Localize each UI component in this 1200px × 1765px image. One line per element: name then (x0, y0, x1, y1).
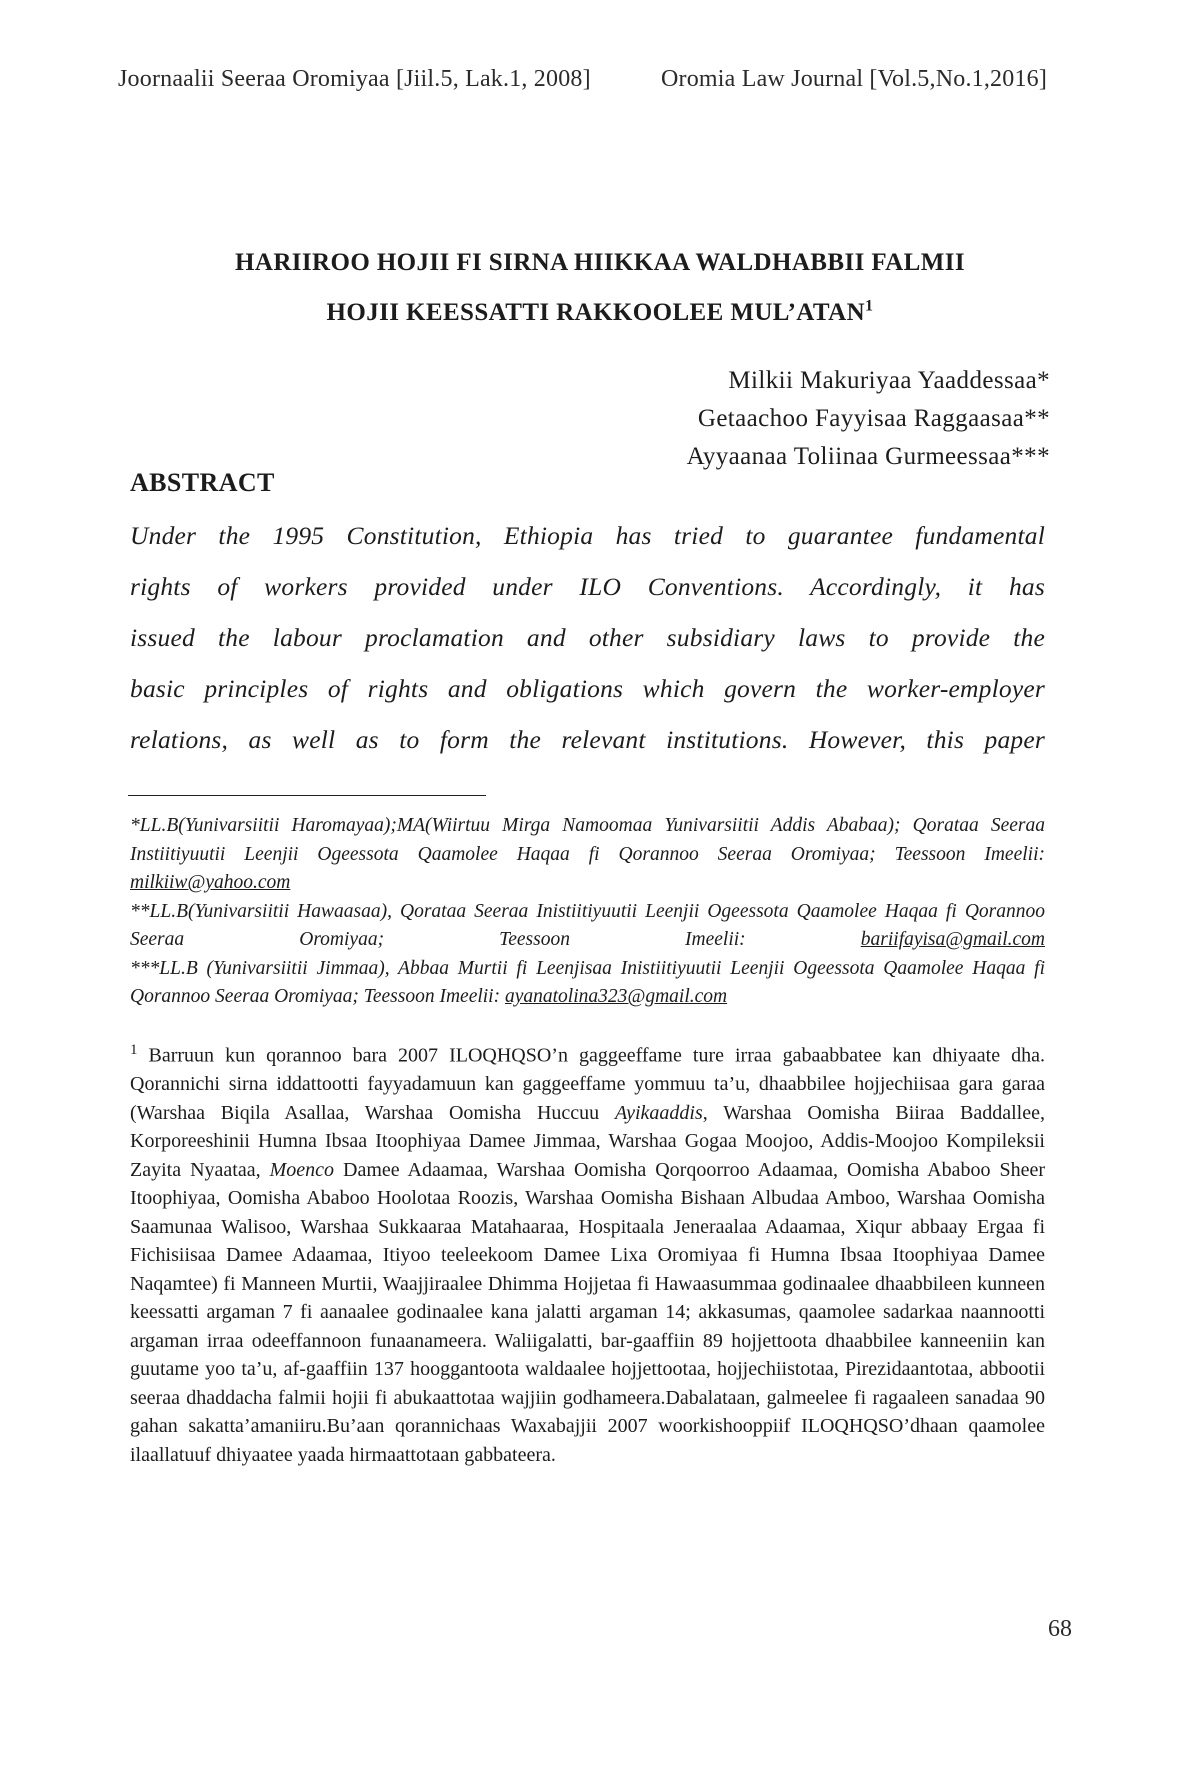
author-footnote-3 (130, 955, 1045, 1012)
author-footnotes (130, 812, 1045, 1012)
main-footnote-mark: 1 (130, 1042, 138, 1058)
abstract-line: basic principles of rights and obligations which govern the worker-employer (130, 674, 1045, 703)
article-title (120, 238, 1080, 338)
footnote-divider (128, 795, 486, 796)
abstract-body (130, 510, 1045, 765)
abstract-heading: ABSTRACT (130, 468, 275, 497)
title-line-1: HARIIROO HOJII FI SIRNA HIIKKAA WALDHABBII FALMII (235, 249, 965, 276)
author-footnote-1 (130, 812, 1045, 898)
author-name: Milkii Makuriyaa Yaaddessaa* (728, 367, 1050, 394)
title-footnote-mark[interactable]: 1 (865, 297, 874, 315)
abstract-line: relations, as well as to form the relevant institutions. However, this paper (130, 725, 1045, 754)
abstract-line: rights of workers provided under ILO Conventions. Accordingly, it has (130, 572, 1045, 601)
author-footnote-3-text: ***LL.B (Yunivarsiitii Jimmaa), Abbaa Murtii fi Leenjisaa Inistiitiyuutii Leenjii Ogeessota Qaamolee Haqaa fi Qorannoo Seeraa Oromiyaa; Teessoon Imeelii: (130, 957, 1045, 1007)
author-footnote-2-text: **LL.B(Yunivarsiitii Hawaasaa), Qorataa Seeraa Inistiitiyuutii Leenjii Ogeessota Qaamolee Haqaa fi Qorannoo Seeraa Oromiyaa; Teessoon Imeelii: (130, 900, 1045, 950)
main-footnote-italic-2: Moenco (269, 1158, 335, 1181)
author-email-1[interactable]: milkiiw@yahoo.com (130, 872, 291, 893)
author-list (687, 362, 1050, 476)
author-email-3[interactable]: ayanatolina323@gmail.com (504, 986, 728, 1007)
journal-title-english: Oromia Law Journal [Vol.5,No.1,2016] (661, 66, 1048, 92)
main-footnote-text-3: Damee Adaamaa, Warshaa Oomisha Qorqoorroo Adaamaa, Oomisha Ababoo Sheer Itoophiyaa, Oomisha Ababoo Hoolotaa Roozis, Warshaa Oomisha Bishaan Albudaa Amboo, Warshaa Oomisha Saamunaa Walisoo, Warshaa Sukkaaraa Matahaaraa, Hospitaala Jeneraalaa Adaamaa, Xiqur abbaay Ergaa fi Fichisiisaa Damee Adaamaa, Itiyoo teeleekoom Damee Lixa Oromiyaa fi Humna Ibsaa Itoophiyaa Damee Naqamtee) fi Manneen Murtii, Waajjiraalee Dhimma Hojjetaa fi Hawaasummaa godinaalee dhaabbileen kunneen keessatti argaman 7 fi aanaalee godinaalee kana jalatti argaman 14; akkasumas, qaamolee sadarkaa naannootti argaman irraa odeeffannoon funaanameera. Waliigalatti, bar-gaaffiin 89 hojjettoota dhaabbilee kanneeniin kan guutame yoo ta’u, af-gaaffiin 137 hooggantoota waldaalee hojjettootaa, hojjechiistotaa, Pirezidaantotaa, abbootii seeraa dhaddacha falmii hojii fi abukaattotaa wajjiin godhameera.Dabalataan, galmeelee fi ragaaleen sanadaa 90 gahan sakatta’amaniiru.Bu’aan qorannichaas Waxabajjii 2007 woorkishooppiif ILOQHQSO’dhaan qaamolee ilaallatuuf dhiyaatee yaada hirmaattotaan gabbateera. (130, 1158, 1046, 1466)
author-email-2[interactable]: bariifayisa@gmail.com (860, 929, 1045, 950)
journal-title-oromo: Joornaalii Seeraa Oromiyaa [Jiil.5, Lak.1, 2008] (118, 66, 591, 92)
main-footnote-text-2: , Warshaa Oomisha Biiraa Baddallee, Korporeeshinii Humna Ibsaa Itoophiyaa Damee Jimmaa, Warshaa Gogaa Moojoo, Addis-Moojoo Kompileksii Zayita Nyaataa, (130, 1101, 1045, 1181)
abstract-line: issued the labour proclamation and other subsidiary laws to provide the (130, 623, 1045, 652)
main-footnote (130, 1036, 1045, 1469)
abstract-line: Under the 1995 Constitution, Ethiopia has tried to guarantee fundamental (130, 521, 1045, 550)
page-number: 68 (1048, 1616, 1072, 1642)
title-line-2-text: HOJII KEESSATTI RAKKOOLEE MUL’ATAN (326, 299, 866, 326)
main-footnote-italic-1: Ayikaaddis (614, 1101, 703, 1124)
author-footnote-1-text: *LL.B(Yunivarsiitii Haromayaa);MA(Wiirtuu Mirga Namoomaa Yunivarsiitii Addis Ababaa); Qorataa Seeraa Instiitiyuutii Leenjii Ogeessota Qaamolee Haqaa fi Qorannoo Seeraa Oromiyaa; Teessoon Imeelii: (130, 815, 1045, 865)
author-name: Getaachoo Fayyisaa Raggaasaa** (697, 405, 1050, 432)
main-footnote-text-1: Barruun kun qorannoo bara 2007 ILOQHQSO’n gaggeeffame ture irraa gabaabbatee kan dhiyaate dha. Qorannichi sirna iddattootti fayyadamuun kan gaggeeffame yommuu ta’u, dhaabbilee hojjechiisaa gara garaa (Warshaa Biqila Asallaa, Warshaa Oomisha Huccuu (130, 1044, 1045, 1124)
title-line-2 (120, 288, 1080, 338)
author-footnote-2 (130, 898, 1045, 955)
author-name: Ayyaanaa Toliinaa Gurmeessaa*** (686, 443, 1050, 470)
